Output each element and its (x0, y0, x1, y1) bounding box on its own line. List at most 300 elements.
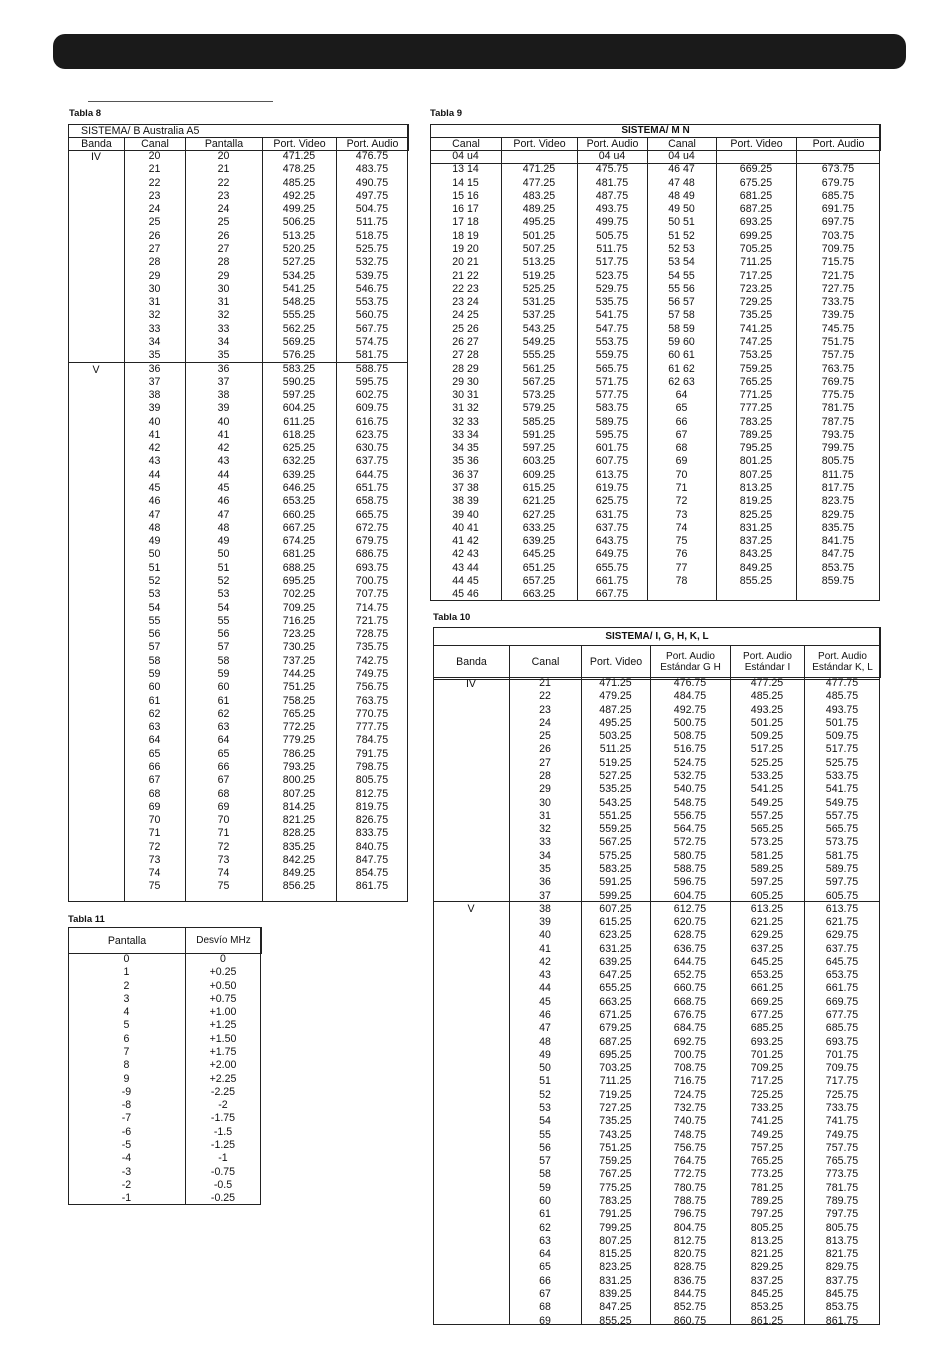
table-row (509, 1022, 880, 1035)
table-cell: 67 (148, 774, 161, 787)
table-cell: 33 (539, 836, 551, 849)
table-cell: 625.25 (282, 442, 316, 455)
table-cell: 765.75 (825, 1155, 859, 1168)
table-cell: 708.75 (673, 1062, 707, 1075)
table-cell: 711.25 (740, 256, 772, 269)
table-cell: 23 (148, 189, 161, 202)
table-cell: 615.25 (522, 482, 556, 495)
table-cell: 613.75 (825, 902, 859, 915)
table-cell: +0.50 (209, 979, 237, 992)
table-cell: 812.75 (355, 787, 389, 800)
table-cell: 43 44 (452, 561, 479, 574)
table-row (124, 270, 408, 283)
table-cell: 674.25 (282, 535, 316, 548)
table-cell: 695.25 (599, 1048, 632, 1061)
table-row (124, 841, 408, 854)
table-cell: 46 (217, 495, 230, 508)
table-cell: 835.75 (821, 521, 855, 534)
table-cell: 66 (217, 760, 230, 773)
table-cell: 567.25 (599, 836, 632, 849)
table-cell: 757.75 (821, 349, 855, 362)
table-cell: 589.75 (825, 862, 859, 875)
table-row (124, 495, 408, 508)
table-row (509, 1248, 880, 1261)
table-cell: 38 (217, 389, 230, 402)
table-cell: 820.75 (673, 1248, 707, 1261)
table-cell: 36 (539, 876, 551, 889)
table-cell: 7 (123, 1045, 130, 1058)
table-cell: 714.75 (355, 601, 389, 614)
table-cell: 748.75 (673, 1128, 707, 1141)
table-cell: 67 (217, 774, 230, 787)
table-cell: 773.25 (750, 1168, 784, 1181)
table-cell: 595.75 (595, 428, 629, 441)
table-cell: 21 (217, 163, 230, 176)
table-row (124, 243, 408, 256)
table-cell: 589.25 (750, 862, 784, 875)
table-cell: 55 (148, 614, 161, 627)
table-cell: 500.75 (673, 716, 707, 729)
table-row (124, 695, 408, 708)
table-row (509, 1301, 880, 1314)
table-cell: 479.25 (599, 690, 632, 703)
table-row (124, 363, 408, 376)
table-cell: 780.75 (673, 1181, 707, 1194)
table-row (124, 177, 408, 190)
table-row (430, 402, 880, 415)
table-cell: 9 (123, 1072, 130, 1085)
table-cell: 29 (148, 269, 161, 282)
table-cell: 807.25 (282, 787, 316, 800)
table-cell: 38 (539, 902, 551, 915)
table-cell: 765.25 (282, 707, 316, 720)
table-cell: 775.25 (599, 1181, 632, 1194)
table-10-system: SISTEMA/ I, G, H, K, L (434, 628, 881, 646)
table-cell: 59 60 (668, 335, 695, 348)
table-cell: 861.75 (355, 880, 389, 893)
table-cell: 853.75 (821, 561, 855, 574)
table-cell: 64 (539, 1248, 551, 1261)
table-row (430, 203, 880, 216)
table-cell: 800.25 (282, 774, 316, 787)
table-cell: 725.75 (825, 1088, 859, 1101)
table-row (124, 230, 408, 243)
table-row (509, 1155, 880, 1168)
table-cell: 40 (148, 415, 161, 428)
table-10-label: Tabla 10 (433, 612, 471, 623)
table-row (509, 956, 880, 969)
table-cell: 749.75 (825, 1128, 859, 1141)
table-cell: 39 (217, 402, 230, 415)
table-row (124, 309, 408, 322)
table-cell: 739.75 (821, 309, 855, 322)
table-cell: -1.5 (213, 1125, 233, 1138)
table-cell: 501.25 (522, 229, 556, 242)
table-cell: 74 (148, 867, 161, 880)
table-cell: 511.25 (599, 743, 632, 756)
table-cell: 817.75 (821, 482, 855, 495)
table-row (68, 980, 261, 993)
table-cell: 628.75 (673, 929, 707, 942)
table-cell: 533.75 (825, 769, 859, 782)
table-cell: 583.25 (599, 862, 632, 875)
table-cell: 26 (539, 743, 551, 756)
table-cell: 633.25 (522, 521, 556, 534)
table-cell: 31 (217, 296, 230, 309)
table-cell: 663.25 (599, 995, 632, 1008)
table-cell: 591.25 (522, 428, 556, 441)
table-cell: 595.75 (355, 375, 389, 388)
table-cell: 669.75 (825, 995, 859, 1008)
col-canal: Canal (125, 138, 186, 151)
table-cell: 35 (539, 862, 551, 875)
table-cell: 721.75 (355, 614, 389, 627)
table-cell: 805.75 (355, 774, 389, 787)
table-cell: 821.75 (825, 1248, 859, 1261)
table-cell: 831.25 (599, 1274, 632, 1287)
table-cell: 58 (539, 1168, 551, 1181)
table-cell: 621.25 (750, 916, 784, 929)
table-cell: 771.25 (739, 389, 773, 402)
table-cell: 28 (217, 256, 230, 269)
table-cell: 476.75 (355, 150, 389, 162)
table-cell: 551.25 (599, 809, 632, 822)
table-row (430, 177, 880, 190)
table-cell: 583.25 (282, 362, 316, 375)
table-cell: 24 (217, 203, 230, 216)
table-row (124, 442, 408, 455)
table-cell: 612.75 (673, 902, 707, 915)
table-row (509, 1288, 880, 1301)
table-cell: 478.25 (282, 163, 316, 176)
table-cell: 44 (217, 468, 230, 481)
table-cell: 493.75 (595, 203, 629, 216)
table-cell: 32 33 (452, 415, 479, 428)
table-cell: 495.25 (599, 716, 632, 729)
table-row (68, 953, 261, 966)
table-cell: 671.25 (599, 1009, 632, 1022)
table-row (509, 890, 880, 903)
table-row (124, 296, 408, 309)
table-cell: 665.75 (355, 508, 389, 521)
table-cell: 807.25 (599, 1234, 632, 1247)
table-row (430, 509, 880, 522)
table-cell: 727.25 (599, 1102, 632, 1114)
table-row (68, 1073, 261, 1086)
table-cell: 48 (539, 1035, 551, 1048)
table-cell: 645.75 (825, 955, 859, 968)
table-cell: 693.25 (739, 216, 773, 229)
table-cell: 629.75 (825, 929, 859, 942)
table-cell: 76 (675, 548, 688, 561)
table-cell: 54 55 (668, 269, 695, 282)
table-cell: 756.75 (673, 1141, 707, 1154)
table-cell: 793.25 (282, 760, 316, 773)
table-cell: 580.75 (673, 849, 707, 862)
table-cell: 859.75 (821, 575, 855, 587)
table-row (509, 1009, 880, 1022)
table-cell: 511.75 (596, 242, 628, 255)
table-cell: 798.75 (355, 760, 389, 773)
table-cell: 28 (539, 769, 551, 782)
table-cell: 639.25 (282, 468, 316, 481)
table-cell: 70 (675, 468, 688, 481)
table-cell: 787.75 (821, 415, 855, 428)
table-cell: 796.75 (673, 1208, 707, 1221)
table-row (430, 230, 880, 243)
table-cell: 655.25 (599, 982, 632, 995)
table-11-body (68, 953, 261, 1205)
table-cell: 22 (217, 176, 230, 189)
table-cell: 516.75 (673, 743, 707, 756)
table-cell: 71 (675, 482, 688, 495)
table-cell: 821.25 (750, 1248, 784, 1261)
table-cell: 513.25 (522, 256, 556, 269)
table-cell: 697.75 (821, 216, 855, 229)
table-cell: -1 (218, 1152, 228, 1165)
table-cell: 6 (123, 1032, 130, 1045)
table-cell: -7 (121, 1112, 132, 1125)
table-row (124, 535, 408, 548)
table-cell: 60 (539, 1194, 551, 1207)
table-cell: 43 (148, 455, 161, 468)
table-row (509, 996, 880, 1009)
table-cell: 611.25 (283, 415, 315, 428)
table-cell: 852.75 (673, 1301, 707, 1314)
table-cell: 67 (675, 428, 688, 441)
table-cell: 679.75 (821, 176, 855, 189)
table-cell: 757.75 (825, 1141, 859, 1154)
table-cell: 495.25 (522, 216, 556, 229)
table-cell: 499.75 (595, 216, 629, 229)
table-cell: 47 (539, 1022, 551, 1035)
table-cell: 657.25 (522, 575, 556, 587)
table-row (124, 256, 408, 269)
table-cell: 788.75 (673, 1194, 707, 1207)
table-cell: 575.25 (599, 849, 632, 862)
table-cell: 21 (539, 677, 551, 689)
table-cell: 839.25 (599, 1287, 632, 1300)
table-row (124, 588, 408, 601)
table-cell: 716.25 (282, 614, 316, 627)
table-cell: 621.75 (825, 916, 859, 929)
table-cell: 44 (148, 468, 161, 481)
table-cell: 33 (148, 322, 161, 335)
table-row (124, 203, 408, 216)
table-cell: 63 (148, 721, 161, 734)
table-cell: 61 62 (668, 362, 695, 375)
table-cell: 623.25 (599, 929, 632, 942)
col-canal: Canal (510, 646, 582, 678)
table-cell: 56 (539, 1141, 551, 1154)
col-canal: Canal (431, 138, 502, 151)
table-cell: 601.75 (595, 442, 629, 455)
table-cell: 31 (148, 296, 161, 309)
table-cell: 811.75 (822, 468, 854, 481)
table-row (124, 163, 408, 176)
table-row (124, 748, 408, 761)
table-cell: 681.25 (282, 548, 316, 561)
table-cell: 15 16 (452, 189, 479, 202)
table-cell: 759.25 (599, 1155, 632, 1168)
table-cell: 585.25 (522, 415, 556, 428)
table-row (509, 1075, 880, 1088)
table-cell: 556.75 (673, 809, 707, 822)
table-cell: 487.25 (599, 703, 632, 716)
table-cell: 833.75 (355, 827, 389, 840)
table-cell: 660.75 (673, 982, 707, 995)
table-row (68, 1139, 261, 1152)
table-cell: 805.25 (750, 1221, 784, 1234)
table-row (430, 363, 880, 376)
table-cell: 716.75 (673, 1075, 707, 1088)
table-cell: 51 (539, 1075, 551, 1088)
band-v: V (92, 364, 100, 376)
table-row (509, 810, 880, 823)
table-cell: 52 53 (668, 242, 695, 255)
table-cell: 484.75 (673, 690, 707, 703)
table-cell: 47 (217, 508, 230, 521)
table-cell: 543.25 (599, 796, 632, 809)
table-cell: 756.75 (355, 681, 389, 694)
table-cell: 860.75 (673, 1314, 707, 1327)
table-cell: 837.25 (750, 1274, 784, 1287)
table-cell: 16 17 (452, 203, 479, 216)
table-cell: 621.25 (522, 495, 556, 508)
table-8-body (124, 150, 408, 894)
table-cell: +1.50 (209, 1032, 237, 1045)
table-row (68, 1099, 261, 1112)
table-cell: -9 (121, 1085, 132, 1098)
table-cell: 837.75 (825, 1274, 859, 1287)
table-cell: 693.25 (750, 1035, 784, 1048)
col-port-video: Port. Video (263, 138, 337, 151)
table-cell: 524.75 (673, 756, 707, 769)
table-cell: 772.25 (282, 721, 316, 734)
col-pantalla: Pantalla (69, 928, 186, 954)
table-cell: 727.75 (821, 282, 855, 295)
table-row (430, 309, 880, 322)
table-cell: 759.25 (739, 362, 773, 375)
header-bar (53, 34, 906, 69)
table-cell: 597.25 (750, 876, 784, 889)
table-cell: 60 61 (668, 349, 695, 362)
table-cell: 492.25 (282, 189, 316, 202)
table-row (509, 1261, 880, 1274)
table-cell: 39 40 (452, 508, 479, 521)
table-row (430, 535, 880, 548)
table-cell: 64 (217, 734, 230, 747)
col-port-video-2: Port. Video (717, 138, 797, 151)
table-cell: 37 38 (452, 482, 479, 495)
table-cell: 791.25 (599, 1208, 632, 1221)
table-cell: 68 (148, 787, 161, 800)
table-row (430, 442, 880, 455)
table-cell: 36 37 (452, 468, 479, 481)
table-cell: 17 18 (452, 216, 479, 229)
table-cell: 702.25 (282, 588, 316, 601)
table-cell: 644.75 (355, 468, 389, 481)
table-cell: 658.75 (355, 495, 389, 508)
table-row (509, 850, 880, 863)
table-cell: 835.25 (282, 840, 316, 853)
table-cell: 19 20 (452, 242, 479, 255)
table-cell: -1.25 (210, 1138, 236, 1151)
table-cell: 649.75 (595, 548, 629, 561)
table-cell: 34 (217, 335, 230, 348)
table-cell: 21 (148, 163, 161, 176)
table-cell: 51 (217, 561, 230, 574)
col-banda: Banda (69, 138, 125, 151)
table-cell: 789.75 (825, 1194, 859, 1207)
table-cell: 655.75 (595, 561, 629, 574)
table-cell: 50 (539, 1062, 551, 1075)
table-cell: 04 u4 (668, 150, 695, 162)
table-cell: 58 (217, 654, 230, 667)
table-cell: 27 28 (452, 349, 479, 362)
table-cell: -8 (121, 1099, 132, 1112)
table-cell: 74 (217, 867, 230, 880)
table-cell: 58 (148, 654, 161, 667)
table-cell: 711.25 (599, 1075, 632, 1088)
table-cell: 50 (148, 548, 161, 561)
table-cell: 737.25 (282, 654, 316, 667)
table-10-body (509, 677, 880, 1328)
table-cell: 509.75 (825, 730, 859, 743)
table-cell: 684.75 (673, 1022, 707, 1035)
table-cell: 571.75 (595, 375, 629, 388)
table-cell: 14 15 (452, 176, 479, 189)
table-row (124, 402, 408, 415)
table-cell: 548.25 (282, 296, 316, 309)
table-cell: 687.25 (739, 203, 773, 216)
table-cell: 40 (217, 415, 230, 428)
table-cell: 04 u4 (598, 150, 626, 162)
table-cell: 38 (148, 389, 161, 402)
table-cell: 685.75 (821, 189, 855, 202)
table-cell: 733.25 (750, 1102, 784, 1114)
table-cell: 548.75 (673, 796, 707, 809)
table-cell: 605.75 (825, 889, 859, 902)
table-cell: 23 (539, 703, 551, 716)
table-cell: 525.75 (825, 756, 859, 769)
table-cell: 20 (217, 150, 230, 162)
table-cell: 603.25 (522, 455, 556, 468)
table-row (124, 721, 408, 734)
table-row (509, 717, 880, 730)
table-cell: 557.75 (825, 809, 859, 822)
table-cell: 525.75 (355, 242, 389, 255)
table-cell: 78 (675, 575, 688, 587)
table-row (68, 1166, 261, 1179)
col-port-audio: Port. Audio (578, 138, 648, 151)
table-row (509, 1102, 880, 1115)
table-cell: 829.25 (750, 1261, 784, 1274)
table-row (430, 469, 880, 482)
table-row (430, 562, 880, 575)
table-cell: 523.75 (595, 269, 629, 282)
table-cell: 763.75 (821, 362, 855, 375)
table-row (68, 1033, 261, 1046)
table-cell: 646.25 (282, 482, 316, 495)
table-row (124, 788, 408, 801)
table-row (430, 495, 880, 508)
table-row (430, 389, 880, 402)
table-row (124, 575, 408, 588)
table-cell: 18 19 (452, 229, 479, 242)
col-canal-2: Canal (648, 138, 717, 151)
table-row (124, 562, 408, 575)
